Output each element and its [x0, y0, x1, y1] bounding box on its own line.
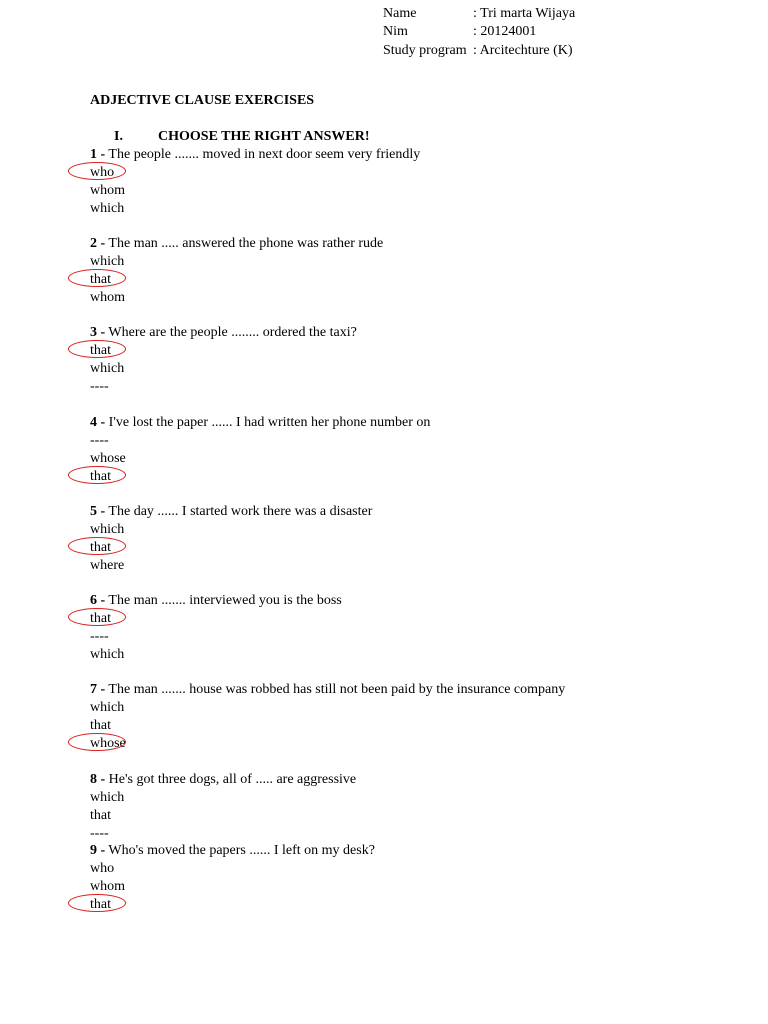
question-8	[90, 771, 710, 843]
answer-option	[90, 557, 710, 575]
nim-value: : 20124001	[473, 24, 537, 39]
answer-option-text: which	[90, 647, 125, 662]
answer-option	[90, 735, 710, 753]
answer-option-text: which	[90, 361, 125, 376]
answer-option-text: whom	[90, 290, 125, 305]
question-6	[90, 592, 710, 664]
answer-option	[90, 200, 710, 218]
question-line	[90, 146, 710, 164]
question-number: 9 -	[90, 843, 106, 858]
study-program-value: : Arcitechture (K)	[473, 43, 573, 58]
answer-option	[90, 896, 710, 914]
name-value: : Tri marta Wijaya	[473, 6, 576, 21]
question-line	[90, 681, 710, 699]
answer-option	[90, 450, 710, 468]
answer-option-text: whom	[90, 879, 125, 894]
answer-option-text: that	[90, 808, 111, 823]
question-line	[90, 592, 710, 610]
answer-option	[90, 699, 710, 717]
answer-option	[90, 717, 710, 735]
question-1	[90, 146, 710, 218]
answer-option	[90, 468, 710, 486]
question-2	[90, 235, 710, 307]
answer-option-text: which	[90, 201, 125, 216]
question-number: 2 -	[90, 236, 106, 251]
answer-option-text: that	[90, 897, 111, 912]
answer-option	[90, 521, 710, 539]
question-5	[90, 503, 710, 575]
question-number: 1 -	[90, 147, 106, 162]
answer-option-text: ----	[90, 629, 109, 644]
page-title: ADJECTIVE CLAUSE EXERCISES	[90, 93, 315, 108]
question-text: Where are the people ........ ordered the taxi?	[108, 325, 357, 340]
question-line	[90, 771, 710, 789]
answer-option	[90, 646, 710, 664]
answer-option-text: whose	[90, 736, 126, 751]
study-program-label: Study program	[383, 43, 467, 58]
question-text: The man ....... interviewed you is the boss	[108, 593, 342, 608]
name-label: Name	[383, 6, 417, 21]
answer-option-text: that	[90, 272, 111, 287]
question-4	[90, 414, 710, 486]
question-number: 6 -	[90, 593, 106, 608]
question-line	[90, 503, 710, 521]
answer-option-text: who	[90, 861, 115, 876]
answer-option	[90, 164, 710, 182]
question-number: 3 -	[90, 325, 106, 340]
answer-option-text: which	[90, 522, 125, 537]
answer-option	[90, 860, 710, 878]
answer-option-text: that	[90, 343, 111, 358]
question-line	[90, 414, 710, 432]
question-text: The man ..... answered the phone was rather rude	[108, 236, 384, 251]
question-number: 5 -	[90, 504, 106, 519]
question-number: 4 -	[90, 415, 106, 430]
answer-option	[90, 289, 710, 307]
answer-option	[90, 628, 710, 646]
answer-option	[90, 807, 710, 825]
answer-option-text: who	[90, 165, 115, 180]
question-line	[90, 235, 710, 253]
answer-option-text: whose	[90, 451, 126, 466]
answer-option	[90, 182, 710, 200]
answer-option-text: that	[90, 540, 111, 555]
answer-option-text: which	[90, 790, 125, 805]
question-text: I've lost the paper ...... I had written her phone number on	[108, 415, 431, 430]
section-title: CHOOSE THE RIGHT ANSWER!	[158, 129, 370, 144]
question-line	[90, 324, 710, 342]
answer-option	[90, 825, 710, 843]
question-7	[90, 681, 710, 753]
answer-option	[90, 342, 710, 360]
answer-option	[90, 271, 710, 289]
question-line	[90, 842, 710, 860]
question-text: The day ...... I started work there was a disaster	[108, 504, 373, 519]
answer-option-text: where	[90, 558, 125, 573]
question-9	[90, 842, 710, 914]
nim-label: Nim	[383, 24, 408, 39]
question-text: The people ....... moved in next door seem very friendly	[108, 147, 421, 162]
question-number: 7 -	[90, 682, 106, 697]
answer-option-text: ----	[90, 826, 109, 841]
answer-option	[90, 253, 710, 271]
answer-option-text: which	[90, 254, 125, 269]
answer-option-text: whom	[90, 183, 125, 198]
answer-option-text: ----	[90, 379, 109, 394]
question-3	[90, 324, 710, 396]
question-text: The man ....... house was robbed has still not been paid by the insurance company	[108, 682, 566, 697]
answer-option	[90, 378, 710, 396]
answer-option	[90, 360, 710, 378]
question-number: 8 -	[90, 772, 106, 787]
answer-option-text: which	[90, 700, 125, 715]
answer-option-text: that	[90, 611, 111, 626]
answer-option	[90, 610, 710, 628]
answer-option-text: that	[90, 718, 111, 733]
answer-option-text: that	[90, 469, 111, 484]
answer-option-text: ----	[90, 433, 109, 448]
section-number: I.	[114, 129, 123, 144]
answer-option	[90, 878, 710, 896]
answer-option	[90, 432, 710, 450]
answer-option	[90, 789, 710, 807]
question-text: He's got three dogs, all of ..... are aggressive	[108, 772, 357, 787]
answer-option	[90, 539, 710, 557]
question-text: Who's moved the papers ...... I left on my desk?	[108, 843, 375, 858]
